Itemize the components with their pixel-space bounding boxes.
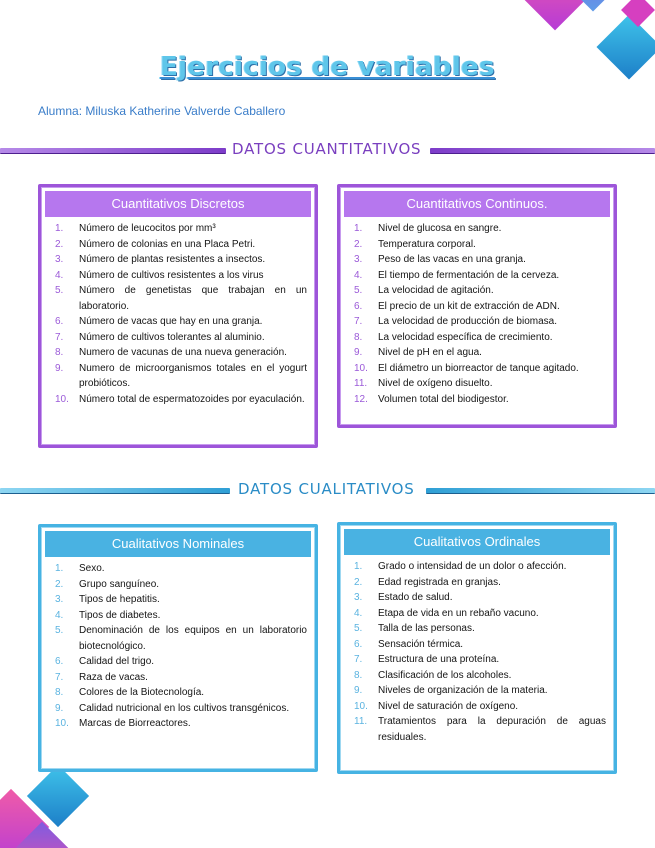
- list-item: [55, 283, 307, 314]
- item-number: 3.: [55, 254, 64, 265]
- item-number: 5.: [55, 625, 64, 636]
- item-text: Numero de microorganismos totales en el yogurt probióticos.: [79, 362, 307, 389]
- card-nominales: [38, 524, 318, 772]
- item-text: Marcas de Biorreactores.: [79, 718, 191, 729]
- item-number: 8.: [354, 669, 363, 681]
- card-title: Cualitativos Ordinales: [344, 529, 610, 555]
- list-item: [354, 252, 606, 268]
- item-number: 1.: [354, 561, 363, 572]
- section-line-right: [426, 488, 655, 494]
- list-item: [55, 577, 307, 593]
- item-text: Peso de las vacas en una granja.: [378, 254, 526, 265]
- student-name: Alumna: Miluska Katherine Valverde Caballero: [38, 104, 286, 118]
- item-number: 3.: [354, 254, 363, 265]
- list-item: [354, 330, 606, 346]
- item-number: 7.: [354, 316, 363, 327]
- decor-top-right: [510, 0, 655, 100]
- card-discretos: [38, 184, 318, 448]
- section-title: DATOS CUANTITATIVOS: [232, 140, 422, 158]
- item-text: Número total de espermatozoides por eyaculación.: [79, 393, 305, 405]
- list-item: [354, 699, 606, 715]
- item-text: Raza de vacas.: [79, 671, 148, 683]
- item-text: Clasificación de los alcoholes.: [378, 669, 512, 681]
- item-text: Estructura de una proteína.: [378, 654, 500, 665]
- item-number: 2.: [55, 238, 64, 250]
- item-text: Calidad nutricional en los cultivos transgénicos.: [79, 702, 290, 714]
- list-item: [354, 361, 606, 377]
- list-item: [354, 668, 606, 684]
- item-text: Grupo sanguíneo.: [79, 578, 160, 590]
- list-item: [55, 608, 307, 624]
- item-number: 10.: [354, 362, 368, 374]
- item-number: 1.: [55, 563, 64, 574]
- item-number: 7.: [55, 671, 64, 683]
- item-text: Nivel de glucosa en sangre.: [378, 223, 502, 234]
- list-item: [354, 314, 606, 330]
- item-number: 5.: [354, 623, 363, 634]
- card-title: Cuantitativos Discretos: [45, 191, 311, 217]
- item-number: 5.: [354, 285, 363, 296]
- list-item: [55, 623, 307, 654]
- list-item: [354, 221, 606, 237]
- item-text: Número de leucocitos por mm³: [79, 223, 216, 234]
- item-text: Numero de vacunas de una nueva generación.: [79, 347, 287, 358]
- item-text: Colores de la Biotecnología.: [79, 687, 205, 698]
- decor-diamond: [520, 0, 591, 30]
- list-item: [354, 268, 606, 284]
- item-list: [55, 221, 307, 407]
- item-number: 6.: [354, 300, 363, 312]
- item-number: 3.: [55, 594, 64, 605]
- item-number: 4.: [55, 269, 64, 281]
- item-number: 10.: [55, 393, 69, 405]
- item-text: Estado de salud.: [378, 592, 453, 603]
- item-number: 10.: [354, 700, 368, 712]
- card-title: Cualitativos Nominales: [45, 531, 311, 557]
- item-text: Volumen total del biodigestor.: [378, 393, 509, 405]
- item-text: Calidad del trigo.: [79, 656, 155, 667]
- list-item: [354, 575, 606, 591]
- item-number: 1.: [354, 223, 363, 234]
- section-title: DATOS CUALITATIVOS: [238, 480, 415, 498]
- item-text: La velocidad de producción de biomasa.: [378, 316, 558, 327]
- section-line-left: [0, 148, 226, 154]
- item-number: 7.: [55, 331, 64, 343]
- list-item: [354, 392, 606, 408]
- item-number: 2.: [55, 578, 64, 590]
- list-item: [354, 621, 606, 637]
- card-title: Cuantitativos Continuos.: [344, 191, 610, 217]
- item-text: Número de vacas que hay en una granja.: [79, 316, 263, 327]
- list-item: [354, 345, 606, 361]
- list-item: [354, 299, 606, 315]
- list-item: [55, 701, 307, 717]
- item-number: 2.: [354, 576, 363, 588]
- item-number: 1.: [55, 223, 64, 234]
- item-number: 4.: [354, 269, 363, 281]
- item-number: 8.: [55, 687, 64, 698]
- item-text: El diámetro un biorreactor de tanque agitado.: [378, 362, 579, 374]
- item-text: La velocidad específica de crecimiento.: [378, 331, 553, 343]
- section-qualitative: [0, 480, 655, 502]
- item-text: Sexo.: [79, 563, 105, 574]
- item-text: Nivel de oxígeno disuelto.: [378, 378, 493, 389]
- item-text: Número de cultivos resistentes a los virus: [79, 269, 264, 281]
- item-text: El precio de un kit de extracción de ADN.: [378, 300, 560, 312]
- item-number: 11.: [354, 378, 368, 389]
- item-text: Tipos de diabetes.: [79, 609, 161, 621]
- item-text: Talla de las personas.: [378, 623, 475, 634]
- item-text: Número de plantas resistentes a insectos.: [79, 254, 266, 265]
- item-number: 6.: [354, 638, 363, 650]
- list-item: [55, 670, 307, 686]
- list-item: [55, 392, 307, 408]
- list-item: [354, 283, 606, 299]
- item-number: 9.: [55, 702, 64, 714]
- item-text: El tiempo de fermentación de la cerveza.: [378, 269, 560, 281]
- item-number: 12.: [354, 393, 368, 405]
- item-text: Denominación de los equipos en un laboratorio biotecnológico.: [79, 625, 307, 652]
- item-list: [354, 221, 606, 407]
- card-ordinales: [337, 522, 617, 774]
- list-item: [55, 314, 307, 330]
- list-item: [55, 237, 307, 253]
- decor-bottom-left: [0, 760, 110, 848]
- list-item: [354, 376, 606, 392]
- item-list: [55, 561, 307, 732]
- item-text: Etapa de vida en un rebaño vacuno.: [378, 607, 539, 619]
- item-number: 9.: [354, 347, 363, 358]
- item-text: La velocidad de agitación.: [378, 285, 494, 296]
- list-item: [55, 268, 307, 284]
- list-item: [55, 345, 307, 361]
- list-item: [55, 654, 307, 670]
- item-text: Sensación térmica.: [378, 638, 464, 650]
- list-item: [55, 561, 307, 577]
- list-item: [55, 221, 307, 237]
- list-item: [55, 685, 307, 701]
- item-number: 4.: [354, 607, 363, 619]
- item-text: Tipos de hepatitis.: [79, 594, 160, 605]
- item-number: 8.: [354, 331, 363, 343]
- list-item: [354, 683, 606, 699]
- item-number: 9.: [55, 362, 64, 374]
- item-number: 6.: [55, 316, 64, 327]
- list-item: [354, 714, 606, 745]
- item-text: Nivel de pH en el agua.: [378, 347, 482, 358]
- list-item: [55, 592, 307, 608]
- item-text: Temperatura corporal.: [378, 238, 476, 250]
- list-item: [354, 590, 606, 606]
- list-item: [354, 652, 606, 668]
- item-number: 8.: [55, 347, 64, 358]
- list-item: [354, 237, 606, 253]
- item-number: 6.: [55, 656, 64, 667]
- page-title: Ejercicios de variables: [160, 52, 495, 82]
- section-quantitative: [0, 140, 655, 162]
- list-item: [354, 559, 606, 575]
- item-text: Niveles de organización de la materia.: [378, 685, 548, 696]
- list-item: [55, 361, 307, 392]
- list-item: [354, 606, 606, 622]
- item-text: Grado o intensidad de un dolor o afección.: [378, 561, 567, 572]
- item-number: 7.: [354, 654, 363, 665]
- item-number: 3.: [354, 592, 363, 603]
- section-line-left: [0, 488, 230, 494]
- item-number: 11.: [354, 716, 368, 727]
- item-number: 2.: [354, 238, 363, 250]
- list-item: [55, 716, 307, 732]
- list-item: [354, 637, 606, 653]
- item-list: [354, 559, 606, 745]
- item-number: 5.: [55, 285, 64, 296]
- item-text: Número de cultivos tolerantes al aluminio.: [79, 331, 265, 343]
- card-continuos: [337, 184, 617, 428]
- item-number: 9.: [354, 685, 363, 696]
- item-text: Número de genetistas que trabajan en un laboratorio.: [79, 285, 307, 312]
- list-item: [55, 252, 307, 268]
- item-text: Tratamientos para la depuración de aguas residuales.: [378, 716, 606, 743]
- item-text: Nivel de saturación de oxígeno.: [378, 700, 519, 712]
- item-text: Número de colonias en una Placa Petri.: [79, 238, 256, 250]
- item-number: 10.: [55, 718, 69, 729]
- section-line-right: [430, 148, 655, 154]
- list-item: [55, 330, 307, 346]
- item-text: Edad registrada en granjas.: [378, 576, 501, 588]
- item-number: 4.: [55, 609, 64, 621]
